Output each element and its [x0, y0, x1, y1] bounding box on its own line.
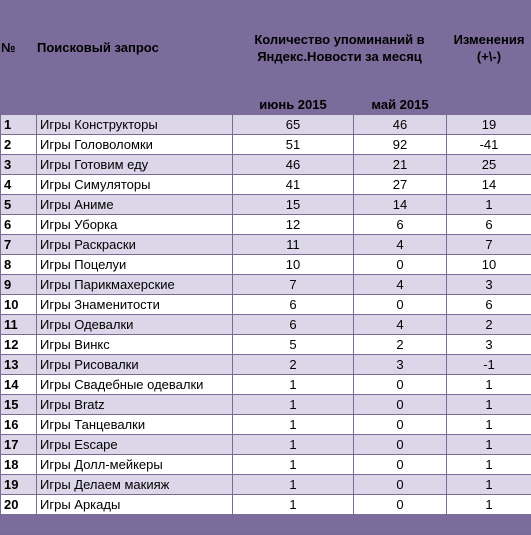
row-query: Игры Парикмахерские	[37, 275, 233, 295]
row-change: 25	[447, 155, 531, 175]
row-june-count: 6	[233, 295, 354, 315]
row-may-count: 0	[354, 415, 447, 435]
row-query: Игры Симуляторы	[37, 175, 233, 195]
row-change: 3	[447, 335, 531, 355]
table-row	[1, 215, 531, 235]
row-number: 15	[1, 395, 37, 415]
row-may-count: 27	[354, 175, 447, 195]
subheader-row	[1, 95, 531, 115]
row-may-count: 0	[354, 375, 447, 395]
table-row	[1, 255, 531, 275]
row-change: 2	[447, 315, 531, 335]
row-may-count: 46	[354, 115, 447, 135]
row-query: Игры Поцелуи	[37, 255, 233, 275]
row-change: -41	[447, 135, 531, 155]
row-number: 10	[1, 295, 37, 315]
row-june-count: 2	[233, 355, 354, 375]
row-number: 2	[1, 135, 37, 155]
header-row	[1, 1, 531, 95]
footer-cell	[1, 515, 37, 535]
row-june-count: 65	[233, 115, 354, 135]
row-may-count: 14	[354, 195, 447, 215]
row-change: 14	[447, 175, 531, 195]
row-change: 3	[447, 275, 531, 295]
row-june-count: 5	[233, 335, 354, 355]
footer-cell	[354, 515, 447, 535]
row-query: Игры Уборка	[37, 215, 233, 235]
header-mentions: Количество упоминаний в Яндекс.Новости за месяц	[233, 1, 447, 95]
row-query: Игры Танцевалки	[37, 415, 233, 435]
row-number: 12	[1, 335, 37, 355]
row-june-count: 1	[233, 435, 354, 455]
row-query: Игры Долл-мейкеры	[37, 455, 233, 475]
subheader-empty-2	[37, 95, 233, 115]
row-number: 9	[1, 275, 37, 295]
row-number: 6	[1, 215, 37, 235]
row-number: 4	[1, 175, 37, 195]
footer-cell	[233, 515, 354, 535]
row-may-count: 0	[354, 255, 447, 275]
table-row	[1, 195, 531, 215]
footer-cell	[447, 515, 531, 535]
row-may-count: 0	[354, 435, 447, 455]
row-june-count: 1	[233, 415, 354, 435]
row-change: 19	[447, 115, 531, 135]
table-row	[1, 155, 531, 175]
row-query: Игры Свадебные одевалки	[37, 375, 233, 395]
table-row	[1, 175, 531, 195]
row-may-count: 0	[354, 495, 447, 515]
row-query: Игры Рисовалки	[37, 355, 233, 375]
table-row	[1, 275, 531, 295]
row-june-count: 41	[233, 175, 354, 195]
table-row	[1, 495, 531, 515]
table-row	[1, 455, 531, 475]
row-query: Игры Знаменитости	[37, 295, 233, 315]
row-change: 1	[447, 455, 531, 475]
row-june-count: 10	[233, 255, 354, 275]
row-june-count: 15	[233, 195, 354, 215]
row-query: Игры Раскраски	[37, 235, 233, 255]
row-may-count: 0	[354, 295, 447, 315]
row-change: 1	[447, 495, 531, 515]
row-june-count: 1	[233, 395, 354, 415]
row-change: 10	[447, 255, 531, 275]
row-june-count: 1	[233, 495, 354, 515]
row-change: 1	[447, 435, 531, 455]
row-number: 1	[1, 115, 37, 135]
row-number: 7	[1, 235, 37, 255]
row-june-count: 6	[233, 315, 354, 335]
footer-row	[1, 515, 531, 535]
row-may-count: 0	[354, 475, 447, 495]
row-change: 1	[447, 375, 531, 395]
table-row	[1, 475, 531, 495]
subheader-june: июнь 2015	[233, 95, 354, 115]
row-number: 20	[1, 495, 37, 515]
row-june-count: 51	[233, 135, 354, 155]
row-may-count: 4	[354, 275, 447, 295]
row-may-count: 21	[354, 155, 447, 175]
row-number: 13	[1, 355, 37, 375]
row-query: Игры Винкс	[37, 335, 233, 355]
row-change: 1	[447, 475, 531, 495]
table-row	[1, 295, 531, 315]
subheader-may: май 2015	[354, 95, 447, 115]
row-june-count: 11	[233, 235, 354, 255]
row-change: 7	[447, 235, 531, 255]
row-may-count: 0	[354, 455, 447, 475]
row-number: 17	[1, 435, 37, 455]
row-change: 1	[447, 415, 531, 435]
table-row	[1, 115, 531, 135]
subheader-empty-3	[447, 95, 531, 115]
table-row	[1, 315, 531, 335]
row-query: Игры Головоломки	[37, 135, 233, 155]
row-query: Игры Escape	[37, 435, 233, 455]
row-june-count: 46	[233, 155, 354, 175]
row-query: Игры Готовим еду	[37, 155, 233, 175]
subheader-empty-1	[1, 95, 37, 115]
row-query: Игры Одевалки	[37, 315, 233, 335]
row-june-count: 1	[233, 475, 354, 495]
row-change: -1	[447, 355, 531, 375]
row-may-count: 0	[354, 395, 447, 415]
row-may-count: 4	[354, 315, 447, 335]
row-query: Игры Аркады	[37, 495, 233, 515]
table-row	[1, 135, 531, 155]
header-query: Поисковый запрос	[37, 1, 233, 95]
row-change: 1	[447, 395, 531, 415]
row-number: 8	[1, 255, 37, 275]
row-change: 1	[447, 195, 531, 215]
row-query: Игры Bratz	[37, 395, 233, 415]
table-row	[1, 335, 531, 355]
row-query: Игры Аниме	[37, 195, 233, 215]
table-row	[1, 235, 531, 255]
table-row	[1, 355, 531, 375]
table-row	[1, 435, 531, 455]
row-number: 11	[1, 315, 37, 335]
row-change: 6	[447, 295, 531, 315]
footer-cell	[37, 515, 233, 535]
row-number: 19	[1, 475, 37, 495]
row-may-count: 6	[354, 215, 447, 235]
table-row	[1, 395, 531, 415]
row-number: 14	[1, 375, 37, 395]
row-may-count: 3	[354, 355, 447, 375]
row-number: 18	[1, 455, 37, 475]
row-may-count: 2	[354, 335, 447, 355]
row-june-count: 12	[233, 215, 354, 235]
row-number: 16	[1, 415, 37, 435]
header-number: №	[1, 1, 37, 95]
row-may-count: 92	[354, 135, 447, 155]
row-query: Игры Конструкторы	[37, 115, 233, 135]
row-june-count: 1	[233, 455, 354, 475]
row-query: Игры Делаем макияж	[37, 475, 233, 495]
row-june-count: 7	[233, 275, 354, 295]
row-may-count: 4	[354, 235, 447, 255]
table-row	[1, 415, 531, 435]
header-change: Изменения (+\-)	[447, 1, 531, 95]
table-row	[1, 375, 531, 395]
row-june-count: 1	[233, 375, 354, 395]
row-number: 5	[1, 195, 37, 215]
row-change: 6	[447, 215, 531, 235]
row-number: 3	[1, 155, 37, 175]
